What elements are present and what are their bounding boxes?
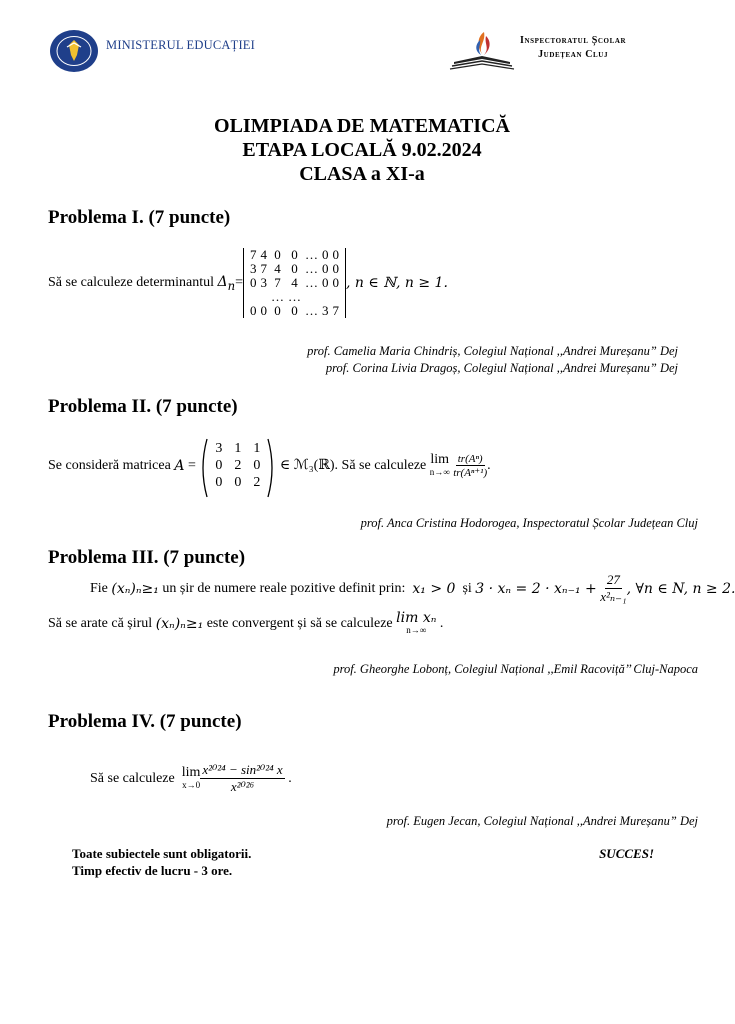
isj-name: Inspectoratul Școlar Județean Cluj bbox=[520, 35, 627, 60]
recurrence-fraction: $\frac{27}{\text{x²ₙ₋₁}}$ bbox=[600, 572, 627, 604]
det-cell: 3 bbox=[322, 303, 329, 318]
problem-3-line-1: Fie (xₙ)ₙ≥₁ un șir de numere reale pozitive definit prin: x₁ > 0 și 3 · xₙ = 2 · xₙ₋₁ + $\frac{27}{\text{x²ₙ₋₁}}$ , ∀n ∈ N, n ≥ 2. bbox=[90, 572, 735, 604]
matrix-a-cell: 0 bbox=[215, 475, 223, 490]
det-cell bbox=[248, 290, 259, 304]
det-cell: 4 bbox=[260, 247, 268, 262]
det-cell bbox=[331, 290, 342, 304]
problem-1-author-1: prof. Camelia Maria Chindriș, Colegiul Național ,,Andrei Mureșanu” Dej bbox=[307, 344, 678, 358]
grade-title: CLASA a XI-a bbox=[299, 163, 425, 185]
matrix-a-cell: 0 bbox=[234, 475, 242, 490]
det-cell: 0 bbox=[332, 261, 340, 276]
det-cell: … bbox=[288, 289, 302, 304]
footer-mandatory: Toate subiectele sunt obligatorii. bbox=[72, 846, 252, 861]
matrix-a bbox=[199, 440, 276, 491]
det-row bbox=[248, 276, 341, 290]
det-cell: 3 bbox=[260, 275, 268, 290]
matrix-a-row bbox=[209, 474, 266, 491]
det-cell: 7 bbox=[250, 247, 257, 262]
delta-symbol: $\Delta_n$ bbox=[217, 273, 236, 293]
det-row bbox=[248, 262, 341, 276]
matrix-a-cell: 0 bbox=[215, 458, 223, 473]
matrix-a-cell: 3 bbox=[215, 441, 223, 456]
matrix-a-row bbox=[209, 457, 266, 474]
ministry-name: MINISTERUL EDUCAȚIEI bbox=[106, 37, 256, 52]
problem-3-heading: Problema III. (7 puncte) bbox=[48, 547, 246, 568]
government-seal-icon bbox=[48, 28, 100, 74]
det-cell bbox=[259, 290, 270, 304]
problem-2-author: prof. Anca Cristina Hodorogea, Inspectoratul Școlar Județean Cluj bbox=[360, 516, 698, 530]
det-cell bbox=[303, 290, 320, 304]
limit-operator: lim n→∞ bbox=[429, 451, 450, 477]
det-cell: 0 bbox=[274, 303, 281, 318]
det-cell: 7 bbox=[274, 275, 281, 290]
trace-fraction: $\frac{\text{tr(Aⁿ)}}{\text{tr(Aⁿ⁺¹)}}$ bbox=[453, 452, 488, 479]
det-row bbox=[248, 248, 341, 262]
matrix-a-cell: 2 bbox=[253, 475, 261, 490]
det-cell: 0 bbox=[322, 247, 329, 262]
det-cell: 0 bbox=[291, 247, 298, 262]
limit-operator-x: lim x→0 bbox=[181, 764, 201, 790]
problem-1-statement: Să se calculeze determinantul $\Delta_n$ = 7 4 0 0 … 0 0 3 7 4 0 … 0 0 0 3 7 4 … 0 0 … … 0 0 0 0 … 3 7 , n ∈ ℕ, n ≥ 1. bbox=[48, 247, 448, 318]
matrix-a-cell: 1 bbox=[253, 441, 261, 456]
det-cell: 0 bbox=[291, 303, 298, 318]
det-cell bbox=[320, 290, 331, 304]
limit-xn: lim xₙ n→∞ bbox=[396, 610, 437, 635]
det-cell: 0 bbox=[274, 247, 281, 262]
matrix-a-cell: 0 bbox=[253, 458, 261, 473]
det-cell: 3 bbox=[250, 261, 257, 276]
det-cell: 7 bbox=[332, 303, 340, 318]
problem-3-line-2: Să se arate că șirul (xₙ)ₙ≥₁ este convergent și să se calculeze lim xₙ n→∞ . bbox=[48, 610, 444, 635]
det-cell: … bbox=[305, 261, 319, 276]
matrix-a-row bbox=[209, 440, 266, 457]
limit-fraction: $\frac{\text{x²⁰²⁴ − sin²⁰²⁴ x}}{\text{x²⁰²⁶}}$ bbox=[202, 762, 283, 794]
det-cell: 0 bbox=[250, 275, 257, 290]
isj-header bbox=[448, 28, 626, 74]
problem-1-heading: Problema I. (7 puncte) bbox=[48, 207, 231, 228]
problem-3-author: prof. Gheorghe Lobonț, Colegiul Național ,,Emil Racoviță’’ Cluj-Napoca bbox=[333, 662, 698, 676]
det-cell: … bbox=[271, 289, 285, 304]
det-cell: … bbox=[305, 247, 319, 262]
det-cell: 0 bbox=[260, 303, 268, 318]
problem-1-author-2: prof. Corina Livia Dragoș, Colegiul Național ,,Andrei Mureșanu” Dej bbox=[325, 361, 678, 375]
det-row bbox=[248, 290, 341, 304]
footer-success: SUCCES! bbox=[599, 846, 654, 861]
problem-2-statement: Se consideră matricea A = 3 1 1 0 2 0 0 0 2 ∈ ℳ₃(ℝ). Să se calculeze lim n→∞ $\frac{\text{tr(Aⁿ)}}{\text{tr(Aⁿ⁺¹)}}$ . bbox=[48, 440, 491, 491]
det-row bbox=[248, 304, 341, 318]
stage-date-title: ETAPA LOCALĂ 9.02.2024 bbox=[242, 139, 482, 161]
problem-1-condition: , n ∈ ℕ, n ≥ 1. bbox=[346, 275, 448, 291]
problem-4-heading: Problema IV. (7 puncte) bbox=[48, 711, 242, 732]
matrix-a-cell: 2 bbox=[234, 458, 242, 473]
determinant-matrix bbox=[243, 248, 346, 318]
det-cell: 0 bbox=[250, 303, 257, 318]
det-cell: 0 bbox=[332, 247, 340, 262]
det-cell: 0 bbox=[291, 261, 298, 276]
problem-4-author: prof. Eugen Jecan, Colegiul Național ,,Andrei Mureșanu” Dej bbox=[386, 814, 698, 828]
det-cell: 4 bbox=[291, 275, 298, 290]
problem-4-statement: Să se calculeze lim x→0 $\frac{\text{x²⁰²⁴ − sin²⁰²⁴ x}}{\text{x²⁰²⁶}}$ . bbox=[90, 762, 292, 794]
det-cell: 0 bbox=[332, 275, 340, 290]
problem-2-heading: Problema II. (7 puncte) bbox=[48, 396, 238, 417]
matrix-a-cell: 1 bbox=[234, 441, 242, 456]
det-cell: … bbox=[305, 303, 319, 318]
det-cell: … bbox=[305, 275, 319, 290]
book-flame-logo-icon bbox=[448, 28, 516, 74]
ministry-header bbox=[48, 28, 255, 74]
olympiad-title: OLIMPIADA DE MATEMATICĂ bbox=[214, 115, 510, 137]
footer-time: Timp efectiv de lucru - 3 ore. bbox=[72, 863, 233, 878]
det-cell: 7 bbox=[260, 261, 268, 276]
det-cell: 0 bbox=[322, 261, 329, 276]
det-cell: 0 bbox=[322, 275, 329, 290]
det-cell: 4 bbox=[274, 261, 281, 276]
